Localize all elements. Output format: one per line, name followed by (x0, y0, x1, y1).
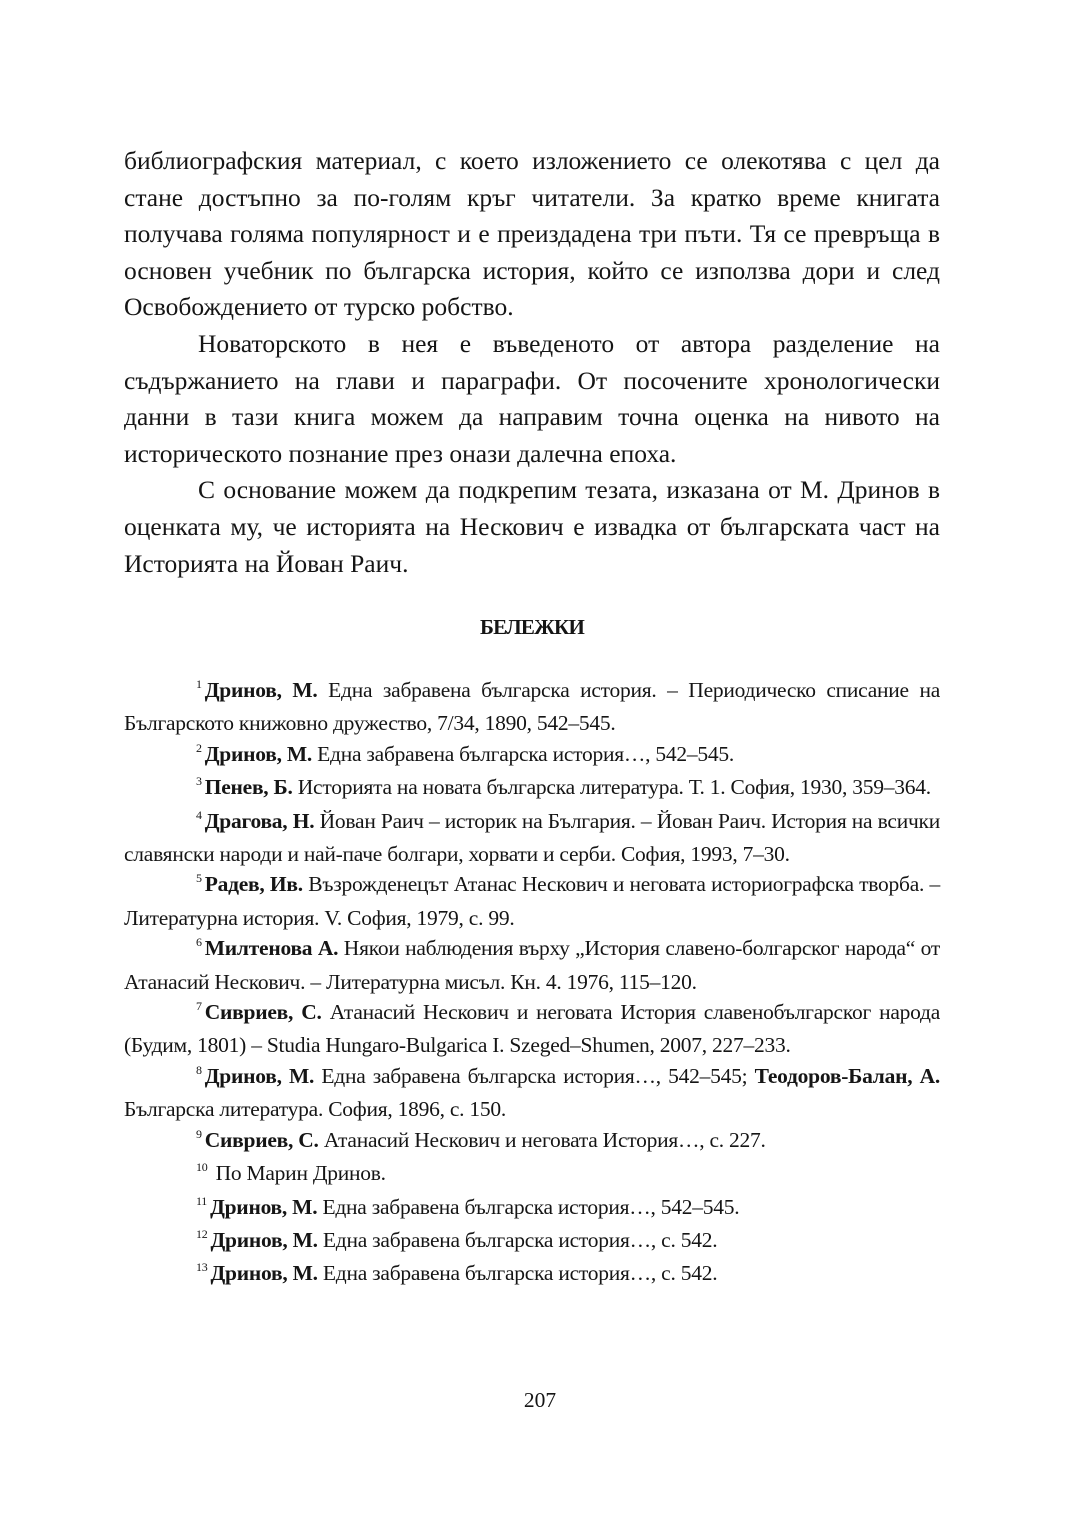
endnote-text: Една забравена българска история…, 542–545. (317, 1194, 740, 1219)
endnote-5 (124, 869, 940, 933)
page-number: 207 (523, 1388, 557, 1412)
paragraph: Новаторското в нея е въведеното от автора разделение на съдържанието на глави и параграфи. От посочените хронологически данни в тази книга можем да направим точна оценка на нивото на историческото познание през онази далечна епоха. (124, 328, 940, 468)
endnote-6 (124, 933, 940, 997)
endnote-text: Някои наблюдения върху „История славено-болгарског народа“ от Атанасий Нескович. – Литературна мисъл. Кн. 4. 1976, 115–120. (124, 936, 940, 994)
endnote-number: 7 (196, 999, 202, 1014)
endnote-number: 5 (196, 871, 202, 886)
endnote-text: Една забравена българска история. – Периодическо списание на Българското книжовно дружество, 7/34, 1890, 542–545. (124, 678, 940, 736)
endnote-number: 11 (196, 1193, 208, 1208)
endnote-author: Пенев, Б. (204, 775, 293, 800)
endnote-number: 4 (196, 807, 202, 822)
endnote-text: Една забравена българска история…, 542–545. (312, 741, 735, 766)
endnote-author: Милтенова А. (204, 936, 339, 961)
endnote-number: 1 (196, 677, 202, 691)
body-text (124, 143, 940, 582)
endnote-number: 2 (196, 740, 202, 755)
endnote-number: 12 (196, 1226, 208, 1241)
endnote-1 (124, 675, 940, 739)
endnote-author: Дринов, М. (210, 1227, 318, 1252)
paragraph: С основание можем да подкрепим тезата, изказана от М. Дринов в оценката му, че историята на Нескович е извадка от българската част на Историята на Йован Раич. (124, 475, 940, 578)
endnote-4 (124, 806, 940, 870)
paragraph: библиографския материал, с което изложението се олекотява с цел да стане достъпно за по-голям кръг читатели. За кратко време книгата получава голяма популярност и е преиздадена три пъти. Тя се превръща в основен учебник по българска история, който се използва дори и след Освобождението от турско робство. (124, 146, 940, 322)
endnote-number: 3 (196, 774, 202, 789)
endnote-7 (124, 997, 940, 1061)
endnote-text: Атанасий Нескович и неговата История…, с. 227. (318, 1127, 766, 1152)
endnote-9 (124, 1125, 940, 1158)
endnote-10 (124, 1158, 940, 1191)
endnote-author: Теодоров-Балан, А. (754, 1063, 940, 1088)
endnote-text: Една забравена българска история…, с. 542. (317, 1261, 718, 1286)
endnote-13 (124, 1258, 940, 1291)
endnote-author: Дринов, М. (210, 1194, 318, 1219)
endnote-author: Сивриев, С. (204, 1127, 319, 1152)
endnote-2 (124, 739, 940, 772)
endnote-text: Една забравена българска история…, 542–545; (314, 1063, 755, 1088)
notes-list (124, 675, 940, 1292)
notes-heading: БЕЛЕЖКИ (480, 615, 584, 639)
endnote-text: Възрожденецът Атанас Нескович и неговата историографска творба. – Литературна история. V. София, 1979, с. 99. (124, 872, 940, 930)
endnote-number: 13 (196, 1260, 208, 1275)
endnote-author: Дринов, М. (204, 1063, 315, 1088)
endnote-text: Йован Раич – историк на България. – Йован Раич. История на всички славянски народи и най-паче болгари, хорвати и серби. София, 1993, 7–30. (124, 808, 940, 867)
endnote-number: 9 (196, 1126, 202, 1141)
endnote-text: По Марин Дринов. (210, 1161, 386, 1186)
endnote-text: Една забравена българска история…, с. 542. (317, 1227, 718, 1252)
endnote-author: Дринов, М. (204, 741, 313, 766)
endnote-author: Дринов, М. (204, 678, 318, 702)
endnote-author: Радев, Ив. (204, 872, 303, 897)
endnote-author: Драгова, Н. (204, 808, 315, 833)
endnote-author: Дринов, М. (210, 1261, 318, 1286)
endnote-author: Сивриев, С. (204, 1000, 322, 1025)
endnote-number: 10 (196, 1160, 208, 1175)
endnote-8 (124, 1061, 940, 1125)
endnote-number: 6 (196, 935, 202, 950)
endnote-12 (124, 1225, 940, 1258)
endnote-text: Българска литература. София, 1896, с. 150. (124, 1097, 507, 1122)
endnote-text: Атанасий Нескович и неговата История славенобългарског народа (Будим, 1801) – Studia Hungaro-Bulgarica I. Szeged–Shumen, 2007, 227–233. (124, 1000, 941, 1058)
endnote-number: 8 (196, 1062, 202, 1077)
endnote-text: Историята на новата българска литература. Т. 1. София, 1930, 359–364. (292, 775, 931, 800)
endnote-11 (124, 1192, 940, 1225)
endnote-3 (124, 772, 940, 805)
